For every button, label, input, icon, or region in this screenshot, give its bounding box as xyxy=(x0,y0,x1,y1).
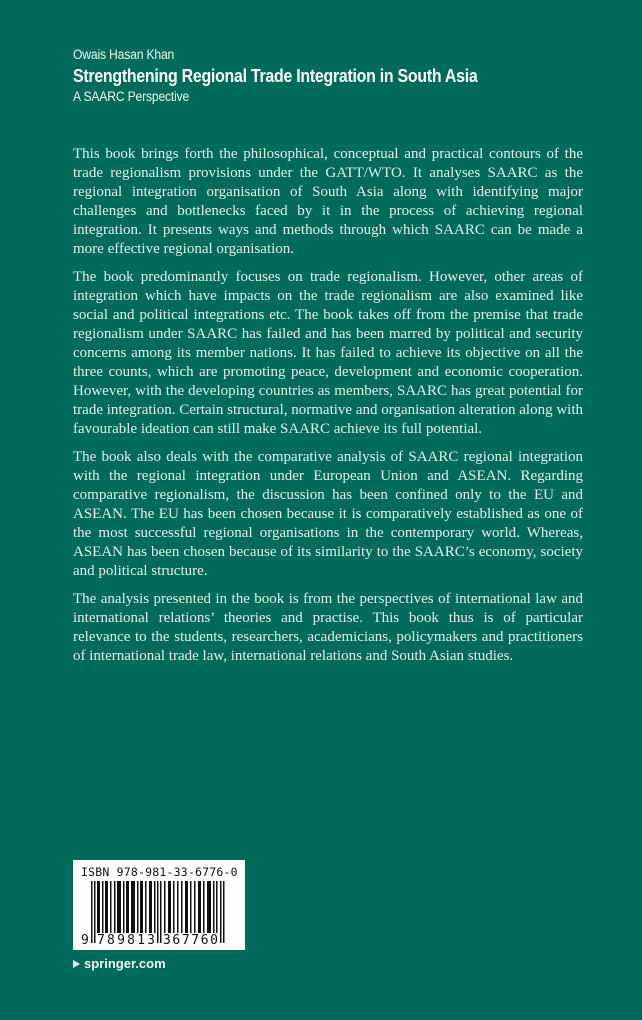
arrow-right-icon xyxy=(73,960,80,968)
isbn-label: ISBN 978-981-33-6776-0 xyxy=(81,865,238,879)
barcode-digits-right: 367760 xyxy=(163,933,218,947)
barcode-digit-lead: 9 xyxy=(81,933,89,947)
blurb-paragraph-3: The book also deals with the comparative analysis of SAARC regional integration with the regional integration under European Union and ASEAN. Regarding comparative regionalism, the discussion has been confined only to the EU and ASEAN. The EU has been chosen because it is comparatively established as one of the most successful regional organisations in the contemporary world. Whereas, ASEAN has been chosen because of its similarity to the SAARC’s economy, society and political structure. xyxy=(73,449,583,579)
cover-header xyxy=(73,46,593,106)
blurb xyxy=(73,145,583,675)
blurb-paragraph-1: This book brings forth the philosophical, conceptual and practical contours of the trade regionalism provisions under the GATT/WTO. It analyses SAARC as the regional integration organisation of South Asia along with identifying major challenges and bottlenecks faced by it in the process of achieving regional integration. It presents ways and methods through which SAARC can be made a more effective regional organisation. xyxy=(73,146,583,257)
springer-link[interactable] xyxy=(73,956,166,971)
author-name: Owais Hasan Khan xyxy=(73,47,175,62)
barcode-digits-left: 789813 xyxy=(97,933,155,947)
blurb-paragraph-2: The book predominantly focuses on trade regionalism. However, other areas of integration which have impacts on the trade regionalism are also examined like social and political integrations etc. The book takes off from the premise that trade regionalism under SAARC has failed and has been marred by political and security concerns among its member nations. It has failed to achieve its objective on all the three counts, which are promoting peace, development and economic cooperation. However, with the developing countries as members, SAARC has great potential for trade integration. Certain structural, normative and organisation alteration along with favourable ideation can still make SAARC achieve its full potential. xyxy=(73,269,583,437)
springer-link-text: springer.com xyxy=(84,956,166,971)
book-title: Strengthening Regional Trade Integration in South Asia xyxy=(73,65,478,86)
barcode-icon xyxy=(81,881,237,947)
isbn-barcode xyxy=(73,860,245,950)
blurb-paragraph-4: The analysis presented in the book is from the perspectives of international law and international relations’ theories and practise. This book thus is of particular relevance to the students, researchers, academicians, policymakers and practitioners of international trade law, international relations and South Asian studies. xyxy=(73,591,583,664)
book-subtitle: A SAARC Perspective xyxy=(73,89,190,104)
